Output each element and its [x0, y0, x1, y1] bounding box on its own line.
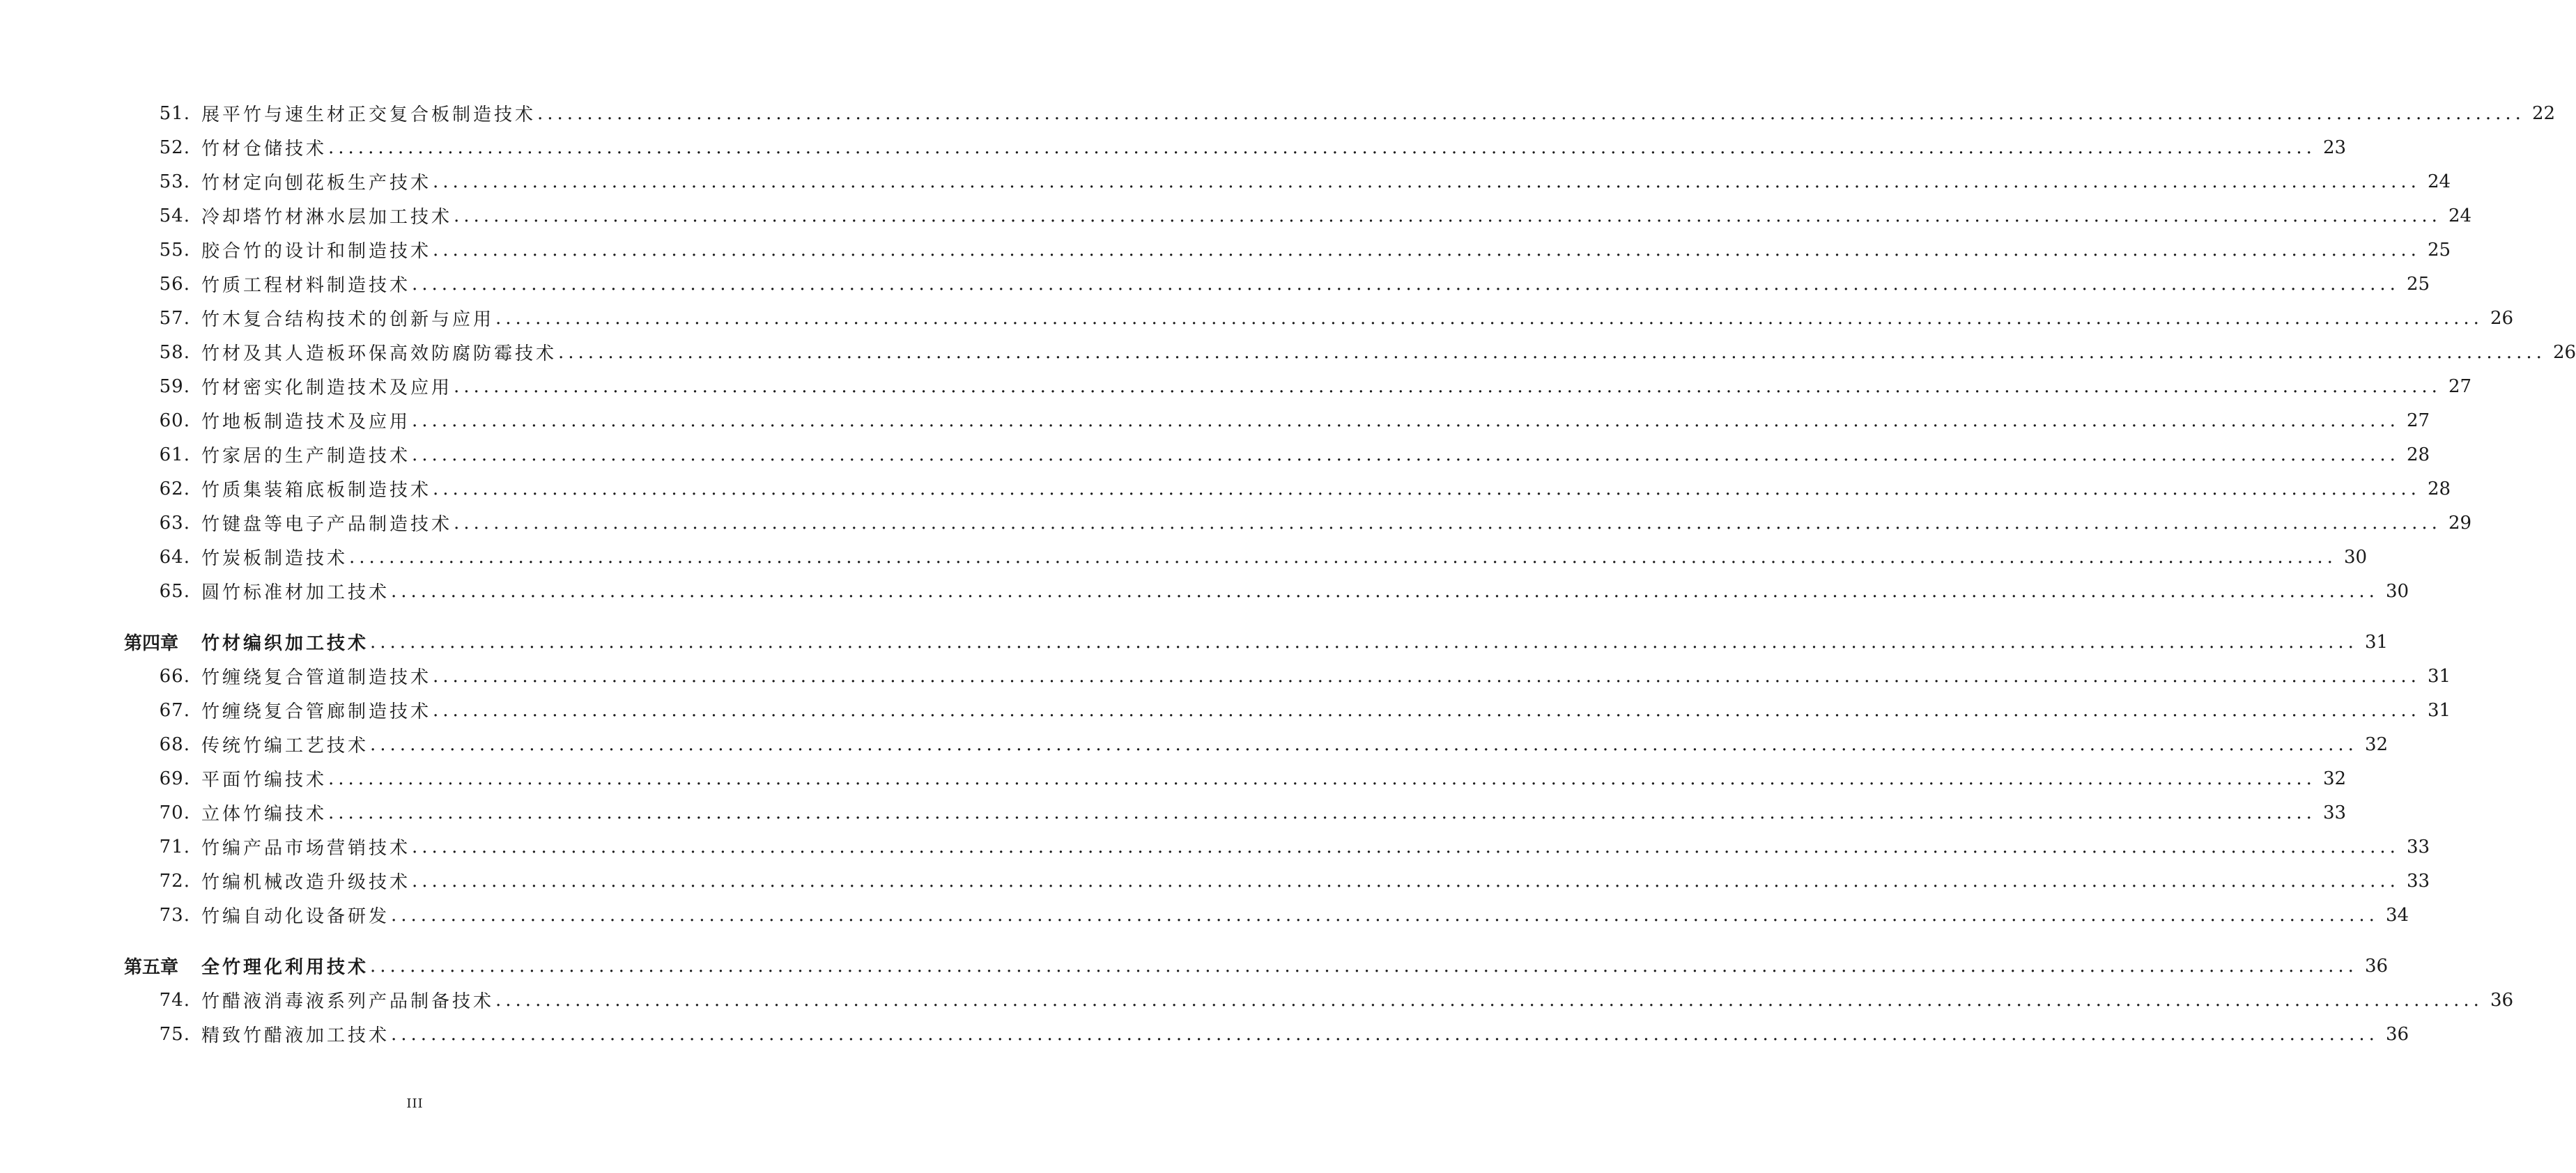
- toc-page-number: 33: [2322, 802, 2347, 823]
- toc-entry-number: 59.: [159, 375, 190, 397]
- dot-leader: ........................................................................................................................................................................................................: [391, 1023, 2379, 1045]
- toc-entry-title: 展平竹与速生材正交复合板制造技术: [201, 104, 537, 125]
- toc-page-number: 24: [2448, 205, 2472, 226]
- toc-chapter-heading[interactable]: [124, 949, 2389, 983]
- dot-leader: ........................................................................................................................................................................................................: [495, 307, 2483, 329]
- toc-entry-title: 竹质集装箱底板制造技术: [201, 480, 432, 501]
- toc-page-number: 29: [2448, 512, 2472, 534]
- toc-entry-title: 竹键盘等电子产品制造技术: [201, 514, 453, 535]
- toc-entry[interactable]: [124, 727, 2389, 761]
- toc-entry-title: 冷却塔竹材淋水层加工技术: [201, 207, 453, 228]
- toc-entry-title: 竹编产品市场营销技术: [201, 838, 411, 859]
- toc-page-number: 27: [2406, 410, 2430, 431]
- toc-entry-number: 74.: [159, 989, 190, 1011]
- toc-entry[interactable]: [124, 898, 2409, 932]
- dot-leader: ........................................................................................................................................................................................................: [349, 546, 2337, 568]
- toc-entry-number: 68.: [159, 733, 190, 755]
- toc-entry-title: 竹材密实化制造技术及应用: [201, 378, 453, 398]
- toc-page-number: 31: [2427, 699, 2451, 721]
- dot-leader: ........................................................................................................................................................................................................: [328, 768, 2316, 789]
- toc-page-number: 25: [2427, 239, 2451, 261]
- toc-entry-number: 56.: [159, 273, 190, 295]
- dot-leader: ........................................................................................................................................................................................................: [537, 102, 2525, 124]
- toc-page-number: 25: [2406, 273, 2430, 295]
- toc-page-number: 24: [2427, 171, 2451, 192]
- toc-entry[interactable]: [124, 830, 2430, 864]
- toc-entry-title: 竹家居的生产制造技术: [201, 446, 411, 467]
- toc-entry-title: 竹材定向刨花板生产技术: [201, 173, 432, 194]
- toc-entry[interactable]: [124, 369, 2472, 403]
- dot-leader: ........................................................................................................................................................................................................: [412, 870, 2400, 892]
- dot-leader: ........................................................................................................................................................................................................: [433, 239, 2421, 261]
- dot-leader: ........................................................................................................................................................................................................: [391, 904, 2379, 926]
- toc-page-number: 28: [2406, 444, 2430, 465]
- toc-entry-title: 平面竹编技术: [201, 770, 327, 791]
- toc-entry[interactable]: [124, 1017, 2409, 1051]
- toc-entry[interactable]: [124, 437, 2430, 472]
- toc-entry[interactable]: [124, 164, 2451, 199]
- toc-page-number: 36: [2364, 955, 2389, 977]
- dot-leader: ........................................................................................................................................................................................................: [370, 733, 2358, 755]
- toc-entry-title: 立体竹编技术: [201, 804, 327, 825]
- toc-entry-title: 竹缠绕复合管廊制造技术: [201, 701, 432, 722]
- toc-entry-number: 53.: [159, 171, 190, 192]
- dot-leader: ........................................................................................................................................................................................................: [454, 205, 2442, 226]
- toc-entry[interactable]: [124, 335, 2576, 369]
- toc-page-number: 33: [2406, 836, 2430, 857]
- toc-entry-number: 52.: [159, 137, 190, 158]
- toc-entry[interactable]: [124, 472, 2451, 506]
- dot-leader: ........................................................................................................................................................................................................: [412, 836, 2400, 857]
- toc-entry[interactable]: [124, 199, 2472, 233]
- toc-entry-number: 73.: [159, 904, 190, 926]
- dot-leader: ........................................................................................................................................................................................................: [495, 989, 2483, 1011]
- toc-entry-number: 71.: [159, 836, 190, 857]
- toc-entry[interactable]: [124, 795, 2347, 830]
- toc-entry-title: 竹木复合结构技术的创新与应用: [201, 309, 495, 330]
- toc-entry-number: 67.: [159, 699, 190, 721]
- toc-page-number: 34: [2385, 904, 2409, 926]
- dot-leader: ........................................................................................................................................................................................................: [433, 478, 2421, 499]
- toc-entry[interactable]: [124, 301, 2514, 335]
- toc-entry-title: 竹编机械改造升级技术: [201, 872, 411, 893]
- table-of-contents: [124, 96, 2576, 1051]
- toc-entry-title: 竹编自动化设备研发: [201, 906, 390, 927]
- dot-leader: ........................................................................................................................................................................................................: [558, 341, 2546, 363]
- toc-page-number: 36: [2385, 1023, 2409, 1045]
- toc-entry-number: 54.: [159, 205, 190, 226]
- toc-entry-number: 57.: [159, 307, 190, 329]
- toc-entry[interactable]: [124, 130, 2347, 164]
- toc-entry[interactable]: [124, 96, 2556, 130]
- toc-page-number: 31: [2364, 631, 2389, 653]
- toc-entry-number: 58.: [159, 341, 190, 363]
- toc-page-number: 33: [2406, 870, 2430, 892]
- toc-page-number: 26: [2552, 341, 2576, 363]
- toc-entry-title: 竹材及其人造板环保高效防腐防霉技术: [201, 343, 557, 364]
- toc-entry-number: 61.: [159, 444, 190, 465]
- toc-entry[interactable]: [124, 267, 2430, 301]
- dot-leader: ........................................................................................................................................................................................................: [370, 955, 2358, 977]
- dot-leader: ........................................................................................................................................................................................................: [433, 665, 2421, 687]
- toc-entry-number: 72.: [159, 870, 190, 892]
- toc-entry[interactable]: [124, 506, 2472, 540]
- dot-leader: ........................................................................................................................................................................................................: [412, 410, 2400, 431]
- toc-entry-title: 圆竹标准材加工技术: [201, 582, 390, 603]
- toc-page-number: 22: [2531, 102, 2556, 124]
- dot-leader: ........................................................................................................................................................................................................: [454, 375, 2442, 397]
- toc-entry-title: 传统竹编工艺技术: [201, 736, 369, 756]
- dot-leader: ........................................................................................................................................................................................................: [454, 512, 2442, 534]
- dot-leader: ........................................................................................................................................................................................................: [328, 802, 2316, 823]
- toc-chapter-label: 第四章: [124, 633, 179, 654]
- toc-entry-title: 精致竹醋液加工技术: [201, 1025, 390, 1046]
- toc-entry-number: 60.: [159, 410, 190, 431]
- toc-page-number: 31: [2427, 665, 2451, 687]
- toc-page-number: 28: [2427, 478, 2451, 499]
- toc-entry[interactable]: [124, 693, 2451, 727]
- toc-entry[interactable]: [124, 233, 2451, 267]
- page-number-footer: III: [406, 1096, 424, 1111]
- toc-page-number: 26: [2490, 307, 2514, 329]
- dot-leader: ........................................................................................................................................................................................................: [391, 580, 2379, 602]
- toc-entry-number: 63.: [159, 512, 190, 534]
- toc-entry-title: 竹炭板制造技术: [201, 548, 348, 569]
- toc-entry-number: 69.: [159, 768, 190, 789]
- dot-leader: ........................................................................................................................................................................................................: [412, 273, 2400, 295]
- toc-page-number: 36: [2490, 989, 2514, 1011]
- toc-entry[interactable]: [124, 540, 2368, 574]
- toc-entry-title: 竹醋液消毒液系列产品制备技术: [201, 991, 495, 1012]
- toc-entry-title: 全竹理化利用技术: [201, 957, 369, 978]
- toc-entry-number: 51.: [159, 102, 190, 124]
- dot-leader: ........................................................................................................................................................................................................: [370, 631, 2358, 653]
- toc-entry[interactable]: [124, 574, 2409, 608]
- toc-entry-title: 竹材编织加工技术: [201, 633, 369, 654]
- dot-leader: ........................................................................................................................................................................................................: [433, 699, 2421, 721]
- toc-entry-title: 竹质工程材料制造技术: [201, 275, 411, 296]
- toc-entry-title: 竹材仓储技术: [201, 139, 327, 160]
- toc-entry-number: 64.: [159, 546, 190, 568]
- toc-chapter-heading[interactable]: [124, 625, 2389, 659]
- toc-entry-number: 66.: [159, 665, 190, 687]
- toc-entry[interactable]: [124, 983, 2514, 1017]
- toc-entry-number: 70.: [159, 802, 190, 823]
- toc-entry-number: 62.: [159, 478, 190, 499]
- toc-chapter-label: 第五章: [124, 957, 179, 978]
- toc-page-number: 27: [2448, 375, 2472, 397]
- dot-leader: ........................................................................................................................................................................................................: [412, 444, 2400, 465]
- toc-entry-number: 65.: [159, 580, 190, 602]
- toc-page-number: 30: [2385, 580, 2409, 602]
- toc-entry[interactable]: [124, 761, 2347, 795]
- toc-entry-title: 竹缠绕复合管道制造技术: [201, 667, 432, 688]
- toc-entry[interactable]: [124, 659, 2451, 693]
- toc-entry-title: 竹地板制造技术及应用: [201, 412, 411, 433]
- toc-page-number: 32: [2364, 733, 2389, 755]
- dot-leader: ........................................................................................................................................................................................................: [328, 137, 2316, 158]
- toc-page-number: 23: [2322, 137, 2347, 158]
- toc-entry[interactable]: [124, 864, 2430, 898]
- toc-entry-number: 75.: [159, 1023, 190, 1045]
- toc-page-number: 32: [2322, 768, 2347, 789]
- toc-entry-number: 55.: [159, 239, 190, 261]
- dot-leader: ........................................................................................................................................................................................................: [433, 171, 2421, 192]
- toc-page-number: 30: [2343, 546, 2368, 568]
- toc-entry[interactable]: [124, 403, 2430, 437]
- toc-entry-title: 胶合竹的设计和制造技术: [201, 241, 432, 262]
